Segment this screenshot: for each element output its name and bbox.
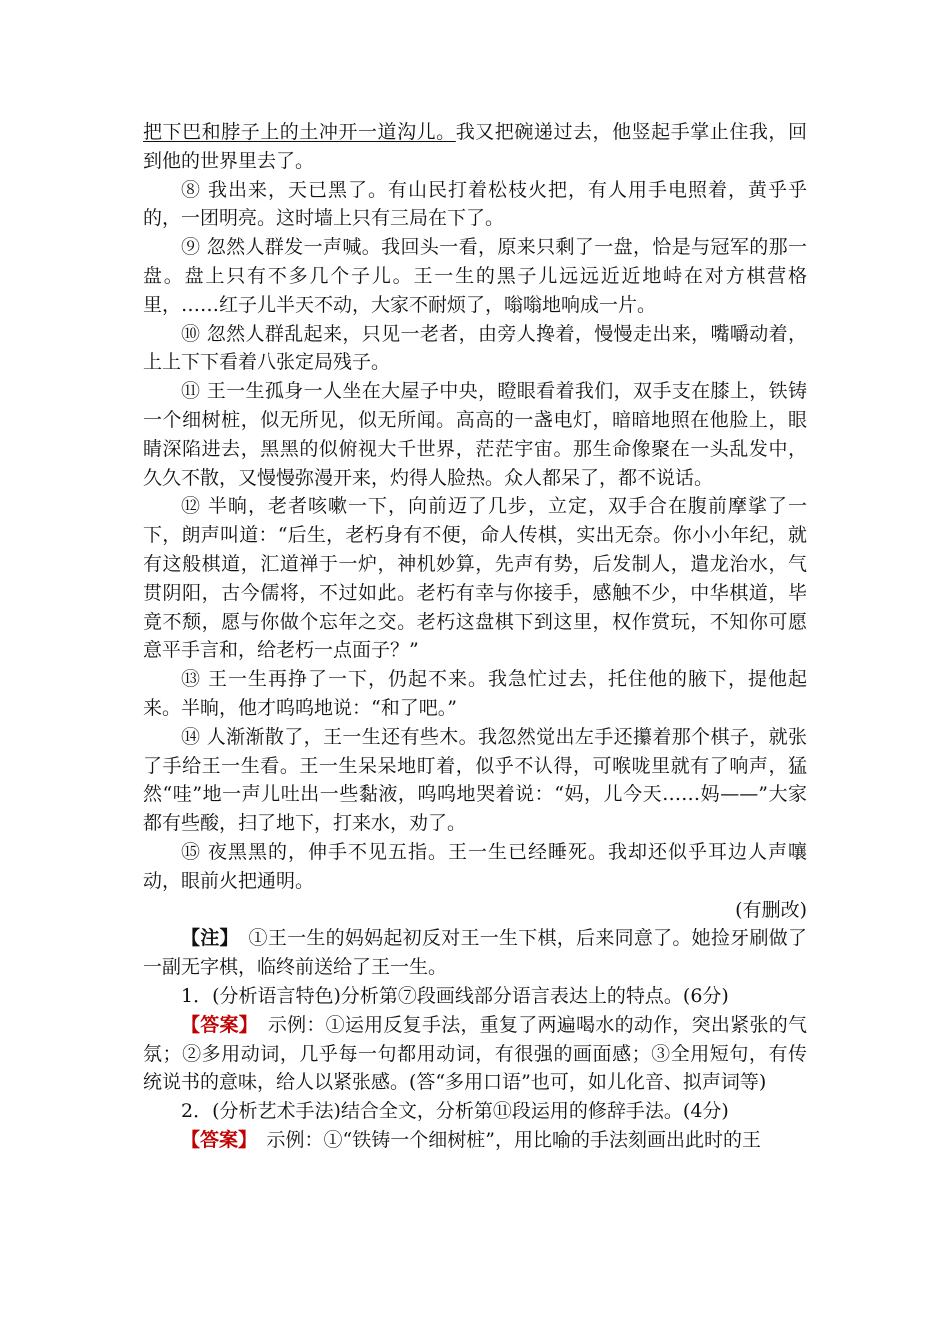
answer-text: 示例：①“铁铸一个细树桩”，用比喻的手法刻画出此时的王 <box>247 1128 761 1151</box>
paragraph-10: ⑩ 忽然人群乱起来，只见一老者，由旁人搀着，慢慢走出来，嘴嚼动着，上上下下看着八张定局残子。 <box>143 322 807 374</box>
source-note: (有删改) <box>735 898 807 921</box>
footnote <box>143 924 807 982</box>
paragraph-8: ⑧ 我出来，天已黑了。有山民打着松枝火把，有人用手电照着，黄乎乎的，一团明亮。这时墙上只有三局在下了。 <box>143 178 807 230</box>
document-page <box>143 118 807 1155</box>
paragraph-14: ⑭ 人渐渐散了，王一生还有些木。我忽然觉出左手还攥着那个棋子，就张了手给王一生看。王一生呆呆地盯着，似乎不认得，可喉咙里就有了响声，猛然“哇”地一声儿吐出一些黏液，呜呜地哭着说：“妈，儿今天……妈——”大家都有些酸，扫了地下，打来水，劝了。 <box>143 725 807 835</box>
answer-2 <box>143 1126 807 1155</box>
paragraph-7-continued <box>143 118 807 176</box>
question-2: 2．(分析艺术手法)结合全文，分析第⑪段运用的修辞手法。(4分) <box>181 1100 729 1123</box>
answer-1 <box>143 1011 807 1097</box>
paragraph-15: ⑮ 夜黑黑的，伸手不见五指。王一生已经睡死。我却还似乎耳边人声嚷动，眼前火把通明。 <box>143 840 807 892</box>
paragraph-12: ⑫ 半晌，老者咳嗽一下，向前迈了几步，立定，双手合在腹前摩挲了一下，朗声叫道：“后生，老朽身有不便，命人传棋，实出无奈。你小小年纪，就有这般棋道，汇道禅于一炉，神机妙算，先声有势，后发制人，遣龙治水，气贯阴阳，古今儒将，不过如此。老朽有幸与你接手，感触不少，中华棋道，毕竟不颓，愿与你做个忘年之交。老朽这盘棋下到这里，权作赏玩，不知你可愿意平手言和，给老朽一点面子？” <box>143 495 807 662</box>
paragraph-11: ⑪ 王一生孤身一人坐在大屋子中央，瞪眼看着我们，双手支在膝上，铁铸一个细树桩，似无所见，似无所闻。高高的一盏电灯，暗暗地照在他脸上，眼睛深陷进去，黑黑的似俯视大千世界，茫茫宇宙。那生命像聚在一头乱发中，久久不散，又慢慢弥漫开来，灼得人脸热。众人都呆了，都不说话。 <box>143 380 807 489</box>
note-label: 【注】 <box>181 927 230 950</box>
answer-label: 【答案】 <box>181 1128 248 1151</box>
paragraph-13: ⑬ 王一生再挣了一下，仍起不来。我急忙过去，托住他的腋下，提他起来。半晌，他才呜呜地说：“和了吧。” <box>143 668 807 719</box>
note-text: ①王一生的妈妈起初反对王一生下棋，后来同意了。她捡牙刷做了一副无字棋，临终前送给了王一生。 <box>143 927 807 979</box>
question-1: 1．(分析语言特色)分析第⑦段画线部分语言表达上的特点。(6分) <box>181 984 729 1007</box>
paragraph-9: ⑨ 忽然人群发一声喊。我回头一看，原来只剩了一盘，恰是与冠军的那一盘。盘上只有不多几个子儿。王一生的黑子儿远远近近地峙在对方棋营格里，……红子儿半天不动，大家不耐烦了，嗡嗡地响成一片。 <box>143 236 807 316</box>
underlined-text: 把下巴和脖子上的土冲开一道沟儿。 <box>143 121 456 143</box>
paragraph-text: 我又把碗递过去，他竖起手掌止住我，回到他的世界里去了。 <box>143 121 807 172</box>
answer-label: 【答案】 <box>181 1013 249 1036</box>
answer-text: 示例：①运用反复手法，重复了两遍喝水的动作，突出紧张的气氛；②多用动词，几乎每一句都用动词，有很强的画面感；③全用短句，有传统说书的意味，给人以紧张感。(答“多用口语”也可，如儿化音、拟声词等) <box>143 1013 807 1094</box>
